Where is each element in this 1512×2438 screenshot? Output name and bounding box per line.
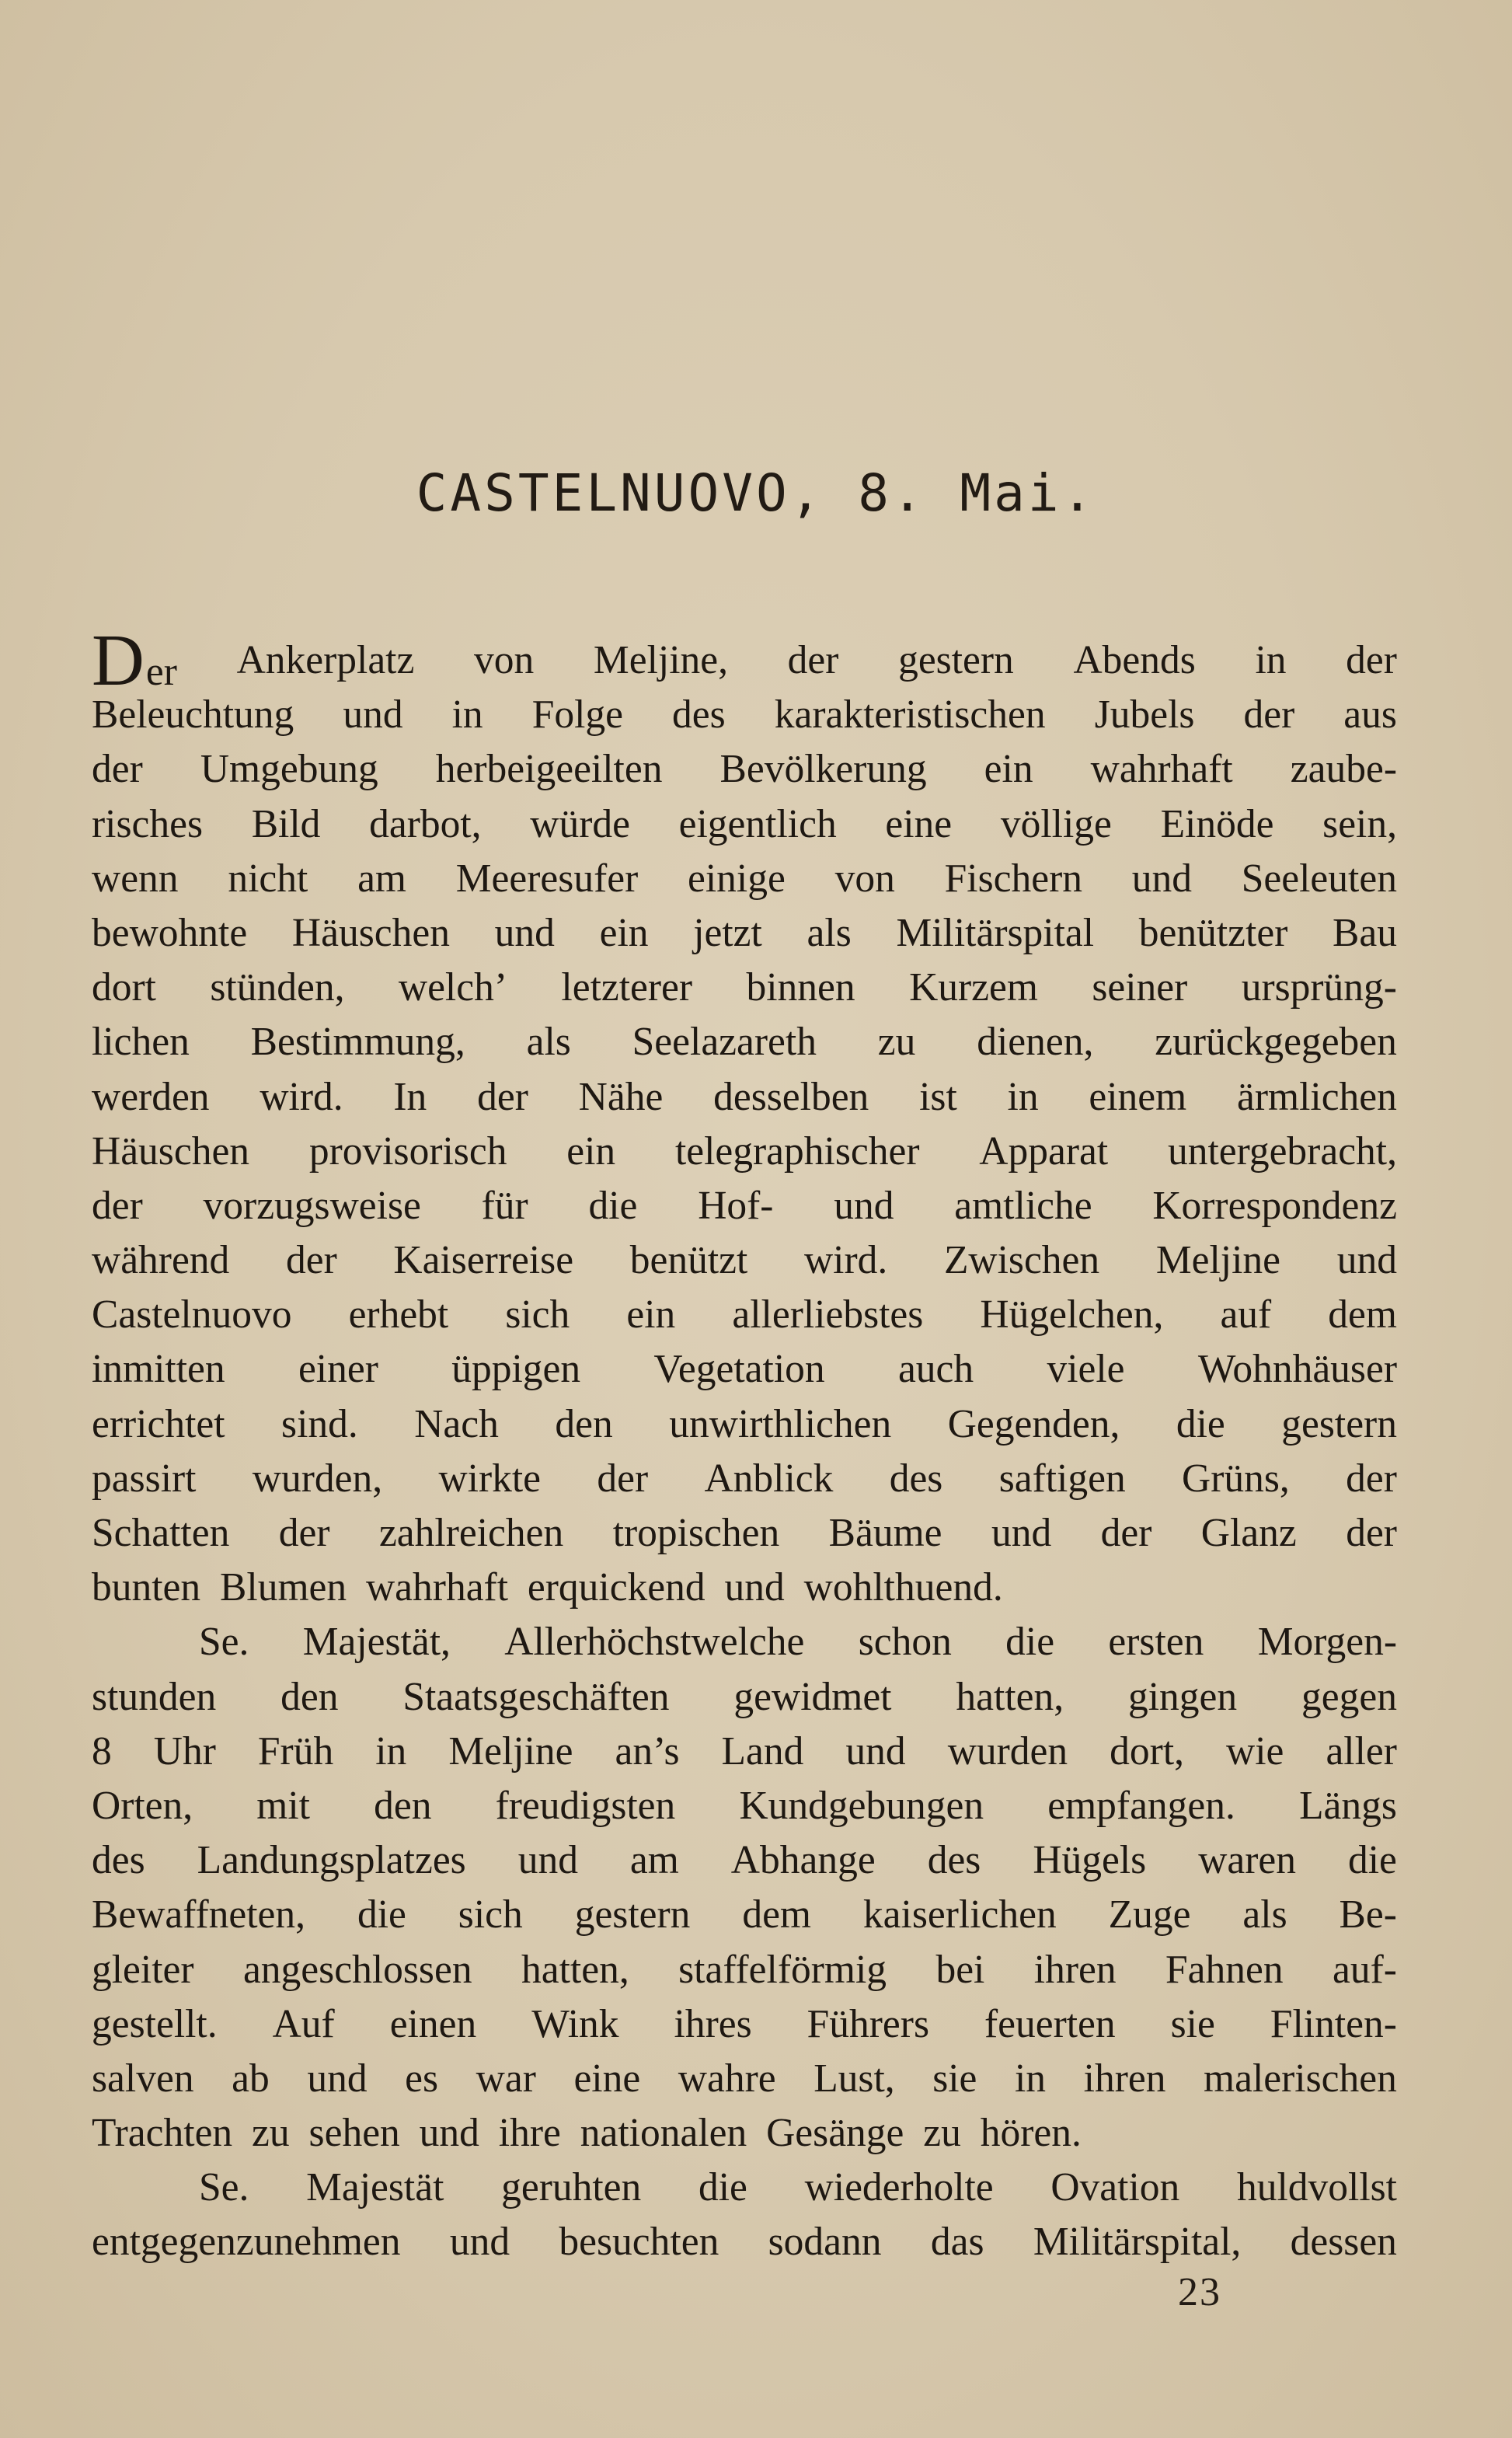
- text-line: Orten, mit den freudigsten Kundgebungen empfangen. Längs: [92, 1783, 1397, 1828]
- text-line: risches Bild darbot, würde eigentlich eine völlige Einöde sein,: [92, 801, 1397, 846]
- text-line: des Landungsplatzes und am Abhange des Hügels waren die: [92, 1838, 1397, 1883]
- text-line: werden wird. In der Nähe desselben ist in einem ärmlichen: [92, 1074, 1397, 1119]
- text-line: Häuschen provisorisch ein telegraphischer Apparat untergebracht,: [92, 1128, 1397, 1174]
- drop-cap: D: [92, 620, 145, 701]
- text-line: Schatten der zahlreichen tropischen Bäume und der Glanz der: [92, 1511, 1397, 1555]
- text-line: Beleuchtung und in Folge des karakteristischen Jubels der aus: [92, 692, 1397, 738]
- text-line: entgegenzunehmen und besuchten sodann das Militärspital, dessen: [92, 2220, 1397, 2265]
- text-line: bewohnte Häuschen und ein jetzt als Militärspital benützter Bau: [92, 910, 1397, 955]
- text-line: lichen Bestimmung, als Seelazareth zu dienen, zurückgegeben: [92, 1020, 1397, 1065]
- first-word: Der: [92, 620, 177, 701]
- text-line: stunden den Staatsgeschäften gewidmet hatten, gingen gegen: [92, 1674, 1397, 1719]
- text-line: gestellt. Auf einen Wink ihres Führers feuerten sie Flinten-: [92, 2001, 1397, 2046]
- text-line: Se. Majestät, Allerhöchstwelche schon die ersten Morgen-: [199, 1620, 1397, 1665]
- text-line: der vorzugsweise für die Hof- und amtliche Korrespondenz: [92, 1183, 1397, 1228]
- text-line: inmitten einer üppigen Vegetation auch viele Wohnhäuser: [92, 1347, 1397, 1392]
- text-line: passirt wurden, wirkte der Anblick des saftigen Grüns, der: [92, 1456, 1397, 1501]
- text-line: Bewaffneten, die sich gestern dem kaiserlichen Zuge als Be-: [92, 1892, 1397, 1937]
- chapter-title: CASTELNUOVO, 8. Mai.: [416, 463, 1096, 523]
- text-line: Castelnuovo erhebt sich ein allerliebstes Hügelchen, auf dem: [92, 1292, 1397, 1338]
- text-line: gleiter angeschlossen hatten, staffelförmig bei ihren Fahnen auf-: [92, 1947, 1397, 1992]
- page-number: 23: [1178, 2270, 1221, 2314]
- text-line: Trachten zu sehen und ihre nationalen Gesänge zu hören.: [92, 2111, 1082, 2156]
- text-line: der Umgebung herbeigeeilten Bevölkerung ein wahrhaft zaube-: [92, 747, 1397, 792]
- text-line: 8 Uhr Früh in Meljine an’s Land und wurden dort, wie aller: [92, 1728, 1397, 1774]
- text-line: während der Kaiserreise benützt wird. Zwischen Meljine und: [92, 1238, 1397, 1283]
- text-line: salven ab und es war eine wahre Lust, sie in ihren malerischen: [92, 2056, 1397, 2101]
- text-line: dort stünden, welch’ letzterer binnen Kurzem seiner ursprüng-: [92, 965, 1397, 1010]
- text-line: bunten Blumen wahrhaft erquickend und wohlthuend.: [92, 1565, 1003, 1610]
- text-line: wenn nicht am Meeresufer einige von Fischern und Seeleuten: [92, 856, 1397, 901]
- body-text: [92, 620, 1397, 2270]
- text-line: Der Ankerplatz von Meljine, der gestern Abends in der: [92, 620, 1397, 701]
- text-line: Se. Majestät geruhten die wiederholte Ovation huldvollst: [199, 2165, 1397, 2210]
- text-line: errichtet sind. Nach den unwirthlichen Gegenden, die gestern: [92, 1401, 1397, 1446]
